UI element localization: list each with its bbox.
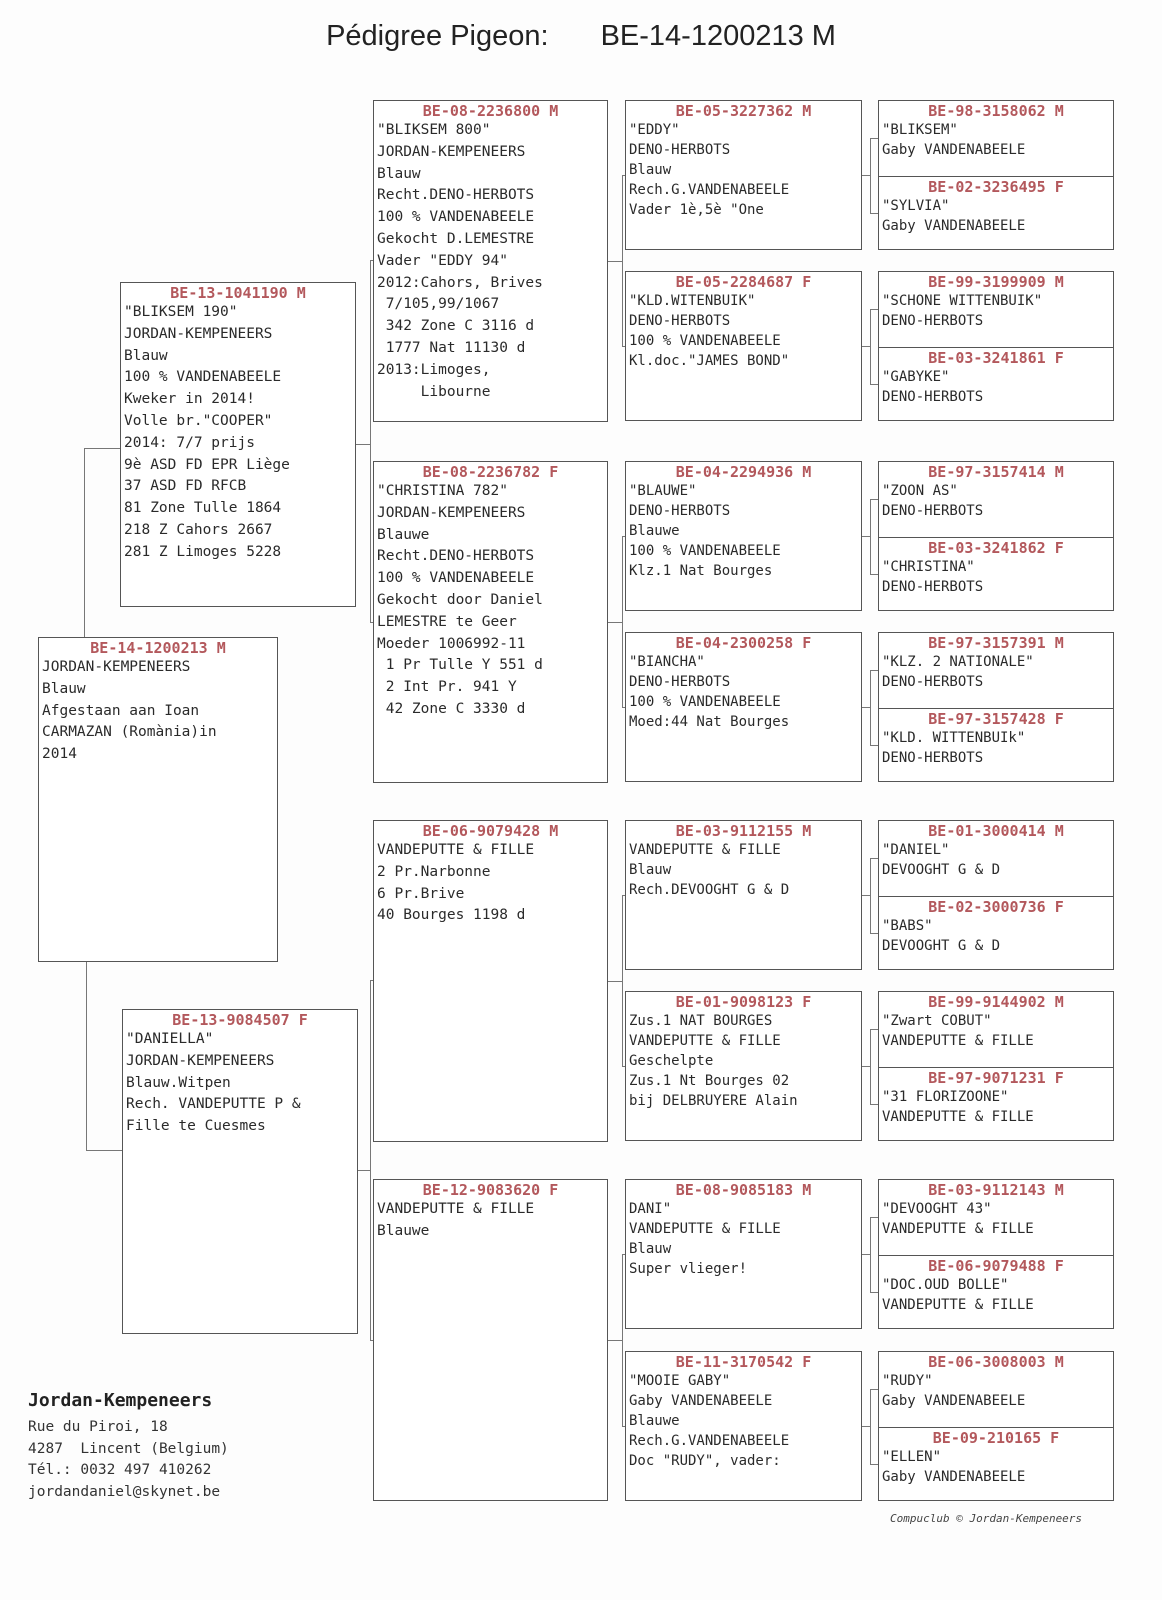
pedigree-line: bij DELBRUYERE Alain [629, 1093, 798, 1109]
connector-line [870, 138, 871, 213]
pedigree-line: "BLIKSEM 190" [124, 304, 238, 320]
connector-line [370, 980, 371, 1340]
pedigree-line: Blauw [42, 680, 86, 697]
great-grandparent-box [625, 1179, 862, 1329]
pedigree-line: Kweker in 2014! [124, 391, 255, 408]
connector-line [870, 1464, 878, 1465]
connector-line [370, 622, 373, 623]
gen4-pair-box [878, 461, 1114, 611]
ring-number: BE-97-3157428 F [928, 710, 1064, 728]
pedigree-line: DEVOOGHT G & D [882, 938, 1001, 954]
pedigree-line: 100 % VANDENABEELE [629, 543, 781, 559]
pedigree-line: "ZOON AS" [882, 483, 958, 499]
connector-line [870, 309, 871, 384]
pedigree-line: 2 Pr.Narbonne [377, 863, 491, 880]
connector-line [870, 1217, 871, 1292]
connector-line [870, 574, 878, 575]
page-title [0, 20, 1162, 53]
pedigree-line: Blauwe [629, 1413, 680, 1429]
ring-number: BE-03-3241862 F [928, 539, 1064, 557]
ring-number: BE-04-2300258 F [675, 634, 812, 652]
pedigree-line: DENO-HERBOTS [629, 503, 731, 519]
pedigree-line: "CHRISTINA 782" [377, 483, 508, 499]
pedigree-line: VANDEPUTTE & FILLE [882, 1297, 1034, 1313]
pedigree-line: VANDEPUTTE & FILLE [629, 842, 781, 858]
pedigree-line: "SYLVIA" [882, 198, 950, 214]
pedigree-line: 100 % VANDENABEELE [629, 694, 781, 710]
gen4-pair-box [878, 820, 1114, 970]
gen4-dam [879, 347, 1113, 421]
pedigree-line: DENO-HERBOTS [629, 142, 731, 158]
pedigree-line: Recht.DENO-HERBOTS [377, 548, 535, 565]
gen4-sire [879, 1180, 1113, 1255]
ring-number: BE-01-3000414 M [928, 822, 1064, 840]
pedigree-line: 281 Z Limoges 5228 [124, 543, 282, 560]
connector-line [862, 895, 870, 896]
connector-line [608, 981, 622, 982]
connector-line [870, 213, 878, 214]
connector-line [84, 448, 85, 637]
pedigree-line: 40 Bourges 1198 d [377, 907, 526, 924]
pedigree-line: VANDEPUTTE & FILLE [377, 842, 535, 858]
ring-number: BE-14-1200213 M [90, 639, 226, 657]
pedigree-line: Blauw [629, 862, 672, 878]
pedigree-line: 2013:Limoges, [377, 361, 491, 378]
ring-number: BE-13-9084507 F [172, 1011, 308, 1029]
email: jordandaniel@skynet.be [28, 1483, 221, 1500]
ring-number: BE-97-3157391 M [928, 634, 1064, 652]
connector-line [862, 1066, 870, 1067]
pedigree-line: Doc "RUDY", vader: [629, 1453, 781, 1469]
connector-line [86, 962, 87, 1150]
ring-number: BE-06-9079428 M [422, 822, 559, 840]
connector-line [622, 895, 625, 896]
pedigree-line: Blauw.Witpen [126, 1074, 231, 1091]
breeder-contact [28, 1390, 229, 1503]
great-grandparent-box [625, 632, 862, 782]
ring-number: BE-05-2284687 F [675, 273, 812, 291]
connector-line [870, 499, 878, 500]
connector-line [870, 670, 871, 745]
connector-line [862, 536, 870, 537]
connector-line [622, 1066, 625, 1067]
pedigree-line: "BABS" [882, 918, 933, 934]
gen4-dam [879, 896, 1113, 970]
connector-line [870, 745, 878, 746]
pedigree-line: "DEVOOGHT 43" [882, 1201, 992, 1217]
pedigree-line: 2014: 7/7 prijs [124, 434, 255, 451]
pedigree-line: 342 Zone C 3116 d [377, 318, 535, 335]
connector-line [862, 1426, 870, 1427]
gen4-dam [879, 1255, 1113, 1329]
breeder-name: Jordan-Kempeneers [28, 1390, 213, 1411]
ring-number: BE-09-210165 F [932, 1429, 1060, 1447]
gen4-sire [879, 1352, 1113, 1427]
pedigree-line: VANDEPUTTE & FILLE [629, 1221, 781, 1237]
connector-line [622, 175, 623, 346]
pedigree-line: Gekocht door Daniel [377, 591, 543, 608]
connector-line [370, 260, 371, 622]
pedigree-line: Super vlieger! [629, 1261, 748, 1277]
pedigree-line: 100 % VANDENABEELE [377, 570, 535, 587]
connector-line [870, 1389, 878, 1390]
ring-number: BE-06-9079488 F [928, 1257, 1064, 1275]
pedigree-line: Volle br."COOPER" [124, 412, 273, 429]
connector-line [622, 346, 625, 347]
pedigree-line: 6 Pr.Brive [377, 885, 465, 902]
connector-line [608, 1340, 622, 1341]
pedigree-line: VANDEPUTTE & FILLE [882, 1221, 1034, 1237]
pedigree-line: "CHRISTINA" [882, 559, 975, 575]
ring-number: BE-08-9085183 M [675, 1181, 812, 1199]
connector-line [862, 346, 870, 347]
pedigree-line: Fille te Cuesmes [126, 1118, 266, 1135]
connector-line [870, 1389, 871, 1464]
pedigree-line: "BLIKSEM 800" [377, 122, 491, 138]
pedigree-line: "KLD.WITENBUIK" [629, 293, 756, 309]
gen4-pair-box [878, 100, 1114, 250]
connector-line [622, 707, 625, 708]
pedigree-line: 2014 [42, 746, 77, 763]
ring-number: BE-02-3236495 F [928, 178, 1064, 196]
pedigree-line: 37 ASD FD RFCB [124, 478, 247, 495]
ring-number: BE-97-9071231 F [928, 1069, 1064, 1087]
connector-line [870, 1104, 878, 1105]
connector-line [870, 499, 871, 574]
pedigree-line: "EDDY" [629, 122, 680, 138]
connector-line [622, 1254, 623, 1426]
ring-number: BE-11-3170542 F [675, 1353, 812, 1371]
credit: Compuclub © Jordan-Kempeneers [890, 1512, 1083, 1525]
ring-number: BE-02-3000736 F [928, 898, 1064, 916]
grandparent-box [373, 820, 608, 1142]
pedigree-line: 81 Zone Tulle 1864 [124, 500, 282, 517]
pedigree-line: JORDAN-KEMPENEERS [42, 659, 191, 675]
connector-line [370, 1340, 373, 1341]
great-grandparent-box [625, 271, 862, 421]
connector-line [870, 138, 878, 139]
gen4-dam [879, 1067, 1113, 1141]
pedigree-line: Zus.1 NAT BOURGES [629, 1013, 773, 1029]
pedigree-line: Klz.1 Nat Bourges [629, 563, 773, 579]
pedigree-line: DENO-HERBOTS [629, 313, 731, 329]
connector-line [370, 260, 373, 261]
pedigree-line: Gaby VANDENABEELE [882, 1393, 1026, 1409]
pedigree-line: Kl.doc."JAMES BOND" [629, 353, 790, 369]
ring-number: BE-01-9098123 F [675, 993, 812, 1011]
ring-number: BE-03-9112155 M [675, 822, 812, 840]
subject-box [38, 637, 278, 962]
pedigree-line: DENO-HERBOTS [882, 750, 984, 766]
pedigree-line: JORDAN-KEMPENEERS [377, 143, 526, 160]
pedigree-line: Blauw [377, 165, 421, 182]
connector-line [870, 858, 871, 933]
connector-line [862, 707, 870, 708]
pedigree-line: VANDEPUTTE & FILLE [377, 1201, 535, 1217]
pedigree-line: Moeder 1006992-11 [377, 635, 526, 652]
pedigree-line: VANDEPUTTE & FILLE [882, 1109, 1034, 1125]
phone: Tél.: 0032 497 410262 [28, 1462, 212, 1478]
pedigree-line: 42 Zone C 3330 d [377, 700, 526, 717]
pedigree-line: Zus.1 Nt Bourges 02 [629, 1073, 790, 1089]
pedigree-line: "DANIELLA" [126, 1031, 214, 1047]
pedigree-line: Blauwe [629, 523, 680, 539]
gen4-pair-box [878, 991, 1114, 1141]
grandparent-box [373, 461, 608, 783]
pedigree-line: "DOC.OUD BOLLE" [882, 1277, 1009, 1293]
gen4-pair-box [878, 1351, 1114, 1501]
pedigree-line: 100 % VANDENABEELE [124, 369, 282, 386]
connector-line [870, 309, 878, 310]
pedigree-line: Rech. VANDEPUTTE P & [126, 1096, 301, 1113]
connector-line [622, 895, 623, 1066]
pedigree-line: JORDAN-KEMPENEERS [124, 325, 273, 342]
gen4-sire [879, 821, 1113, 896]
pedigree-line: Blauwe [377, 1222, 430, 1239]
ring-number: BE-12-9083620 F [422, 1181, 559, 1199]
connector-line [608, 622, 622, 623]
great-grandparent-box [625, 820, 862, 970]
gen4-sire [879, 992, 1113, 1067]
pedigree-line: Blauw [629, 1241, 672, 1257]
pedigree-line: Libourne [377, 383, 491, 400]
pedigree-line: DENO-HERBOTS [882, 313, 984, 329]
pedigree-line: "BIANCHA" [629, 654, 705, 670]
pedigree-line: 218 Z Cahors 2667 [124, 521, 273, 538]
pedigree-line: Blauw [124, 347, 168, 364]
pedigree-line: Recht.DENO-HERBOTS [377, 187, 535, 204]
great-grandparent-box [625, 991, 862, 1141]
pedigree-line: 7/105,99/1067 [377, 296, 500, 313]
address-street: Rue du Piroi, 18 [28, 1419, 168, 1435]
connector-line [622, 1254, 625, 1255]
pedigree-line: VANDEPUTTE & FILLE [629, 1033, 781, 1049]
dam-box [122, 1009, 358, 1334]
pedigree-line: 100 % VANDENABEELE [629, 333, 781, 349]
connector-line [862, 1254, 870, 1255]
pedigree-line: Blauwe [377, 526, 430, 543]
pedigree-line: "SCHONE WITTENBUIK" [882, 293, 1043, 309]
address-city: 4287 Lincent (Belgium) [28, 1440, 229, 1457]
pedigree-line: DENO-HERBOTS [882, 579, 984, 595]
ring-number: BE-08-2236800 M [422, 102, 559, 120]
ring-number: BE-03-3241861 F [928, 349, 1064, 367]
pedigree-line: "MOOIE GABY" [629, 1373, 731, 1389]
pedigree-line: "DANIEL" [882, 842, 950, 858]
pedigree-line: "KLD. WITTENBUIk" [882, 730, 1026, 746]
pedigree-line: Moed:44 Nat Bourges [629, 714, 790, 730]
grandparent-box [373, 1179, 608, 1501]
pedigree-line: DANI" [629, 1201, 672, 1217]
title-label: Pédigree Pigeon: [326, 20, 549, 52]
connector-line [870, 858, 878, 859]
connector-line [870, 670, 878, 671]
pedigree-line: 2 Int Pr. 941 Y [377, 679, 517, 696]
gen4-sire [879, 633, 1113, 708]
pedigree-line: DENO-HERBOTS [882, 389, 984, 405]
connector-line [870, 1292, 878, 1293]
ring-number: BE-06-3008003 M [928, 1353, 1064, 1371]
great-grandparent-box [625, 461, 862, 611]
pedigree-line: "KLZ. 2 NATIONALE" [882, 654, 1034, 670]
connector-line [370, 980, 373, 981]
pedigree-line: Blauw [629, 162, 672, 178]
pedigree-line: VANDEPUTTE & FILLE [882, 1033, 1034, 1049]
title-ring: BE-14-1200213 M [600, 20, 836, 52]
gen4-sire [879, 272, 1113, 347]
pedigree-line: JORDAN-KEMPENEERS [377, 504, 526, 521]
pedigree-line: Gekocht D.LEMESTRE [377, 230, 535, 247]
pedigree-line: 9è ASD FD EPR Liège [124, 456, 290, 473]
pedigree-line: 1 Pr Tulle Y 551 d [377, 657, 543, 674]
ring-number: BE-99-9144902 M [928, 993, 1064, 1011]
pedigree-line: CARMAZAN (Romània)in [42, 724, 217, 741]
great-grandparent-box [625, 1351, 862, 1501]
ring-number: BE-03-9112143 M [928, 1181, 1064, 1199]
connector-line [356, 444, 370, 445]
ring-number: BE-08-2236782 F [422, 463, 559, 481]
ring-number: BE-97-3157414 M [928, 463, 1064, 481]
connector-line [870, 1217, 878, 1218]
connector-line [870, 1029, 871, 1104]
connector-line [870, 384, 878, 385]
connector-line [870, 1029, 878, 1030]
sire-box [120, 282, 356, 607]
pedigree-line: Afgestaan aan Ioan [42, 702, 200, 719]
pedigree-line: Gaby VANDENABEELE [882, 1469, 1026, 1485]
pedigree-line: 100 % VANDENABEELE [377, 209, 535, 226]
pedigree-line: Vader "EDDY 94" [377, 252, 508, 269]
pedigree-line: Rech.DEVOOGHT G & D [629, 882, 790, 898]
connector-line [84, 448, 120, 449]
pedigree-line: DEVOOGHT G & D [882, 862, 1001, 878]
pedigree-line: "BLAUWE" [629, 483, 697, 499]
ring-number: BE-04-2294936 M [675, 463, 812, 481]
connector-line [622, 175, 625, 176]
grandparent-box [373, 100, 608, 422]
ring-number: BE-99-3199909 M [928, 273, 1064, 291]
gen4-dam [879, 708, 1113, 782]
connector-line [622, 1426, 625, 1427]
gen4-sire [879, 462, 1113, 537]
pedigree-line: Geschelpte [629, 1053, 714, 1069]
pedigree-line: "GABYKE" [882, 369, 950, 385]
gen4-dam [879, 537, 1113, 611]
gen4-dam [879, 176, 1113, 250]
ring-number: BE-98-3158062 M [928, 102, 1064, 120]
connector-line [86, 1150, 122, 1151]
pedigree-line: LEMESTRE te Geer [377, 613, 517, 630]
connector-line [862, 175, 870, 176]
gen4-dam [879, 1427, 1113, 1501]
pedigree-line: Gaby VANDENABEELE [882, 142, 1026, 158]
pedigree-line: Rech.G.VANDENABEELE [629, 182, 790, 198]
gen4-pair-box [878, 632, 1114, 782]
pedigree-line: Gaby VANDENABEELE [629, 1393, 773, 1409]
great-grandparent-box [625, 100, 862, 250]
pedigree-line: Gaby VANDENABEELE [882, 218, 1026, 234]
pedigree-line: Rech.G.VANDENABEELE [629, 1433, 790, 1449]
pedigree-line: "31 FLORIZOONE" [882, 1089, 1009, 1105]
connector-line [358, 1170, 370, 1171]
connector-line [870, 933, 878, 934]
connector-line [608, 261, 622, 262]
pedigree-line: DENO-HERBOTS [629, 674, 731, 690]
pedigree-line: "ELLEN" [882, 1449, 942, 1465]
pedigree-line: "Zwart COBUT" [882, 1013, 992, 1029]
pedigree-line: DENO-HERBOTS [882, 674, 984, 690]
connector-line [622, 536, 623, 707]
ring-number: BE-13-1041190 M [170, 284, 306, 302]
gen4-pair-box [878, 1179, 1114, 1329]
pedigree-line: 2012:Cahors, Brives [377, 274, 543, 291]
pedigree-line: Vader 1è,5è "One [629, 202, 764, 218]
gen4-pair-box [878, 271, 1114, 421]
pedigree-line: "BLIKSEM" [882, 122, 958, 138]
pedigree-line: JORDAN-KEMPENEERS [126, 1052, 275, 1069]
pedigree-line: "RUDY" [882, 1373, 933, 1389]
gen4-sire [879, 101, 1113, 176]
pedigree-line: DENO-HERBOTS [882, 503, 984, 519]
ring-number: BE-05-3227362 M [675, 102, 812, 120]
pedigree-line: 1777 Nat 11130 d [377, 339, 526, 356]
connector-line [622, 536, 625, 537]
